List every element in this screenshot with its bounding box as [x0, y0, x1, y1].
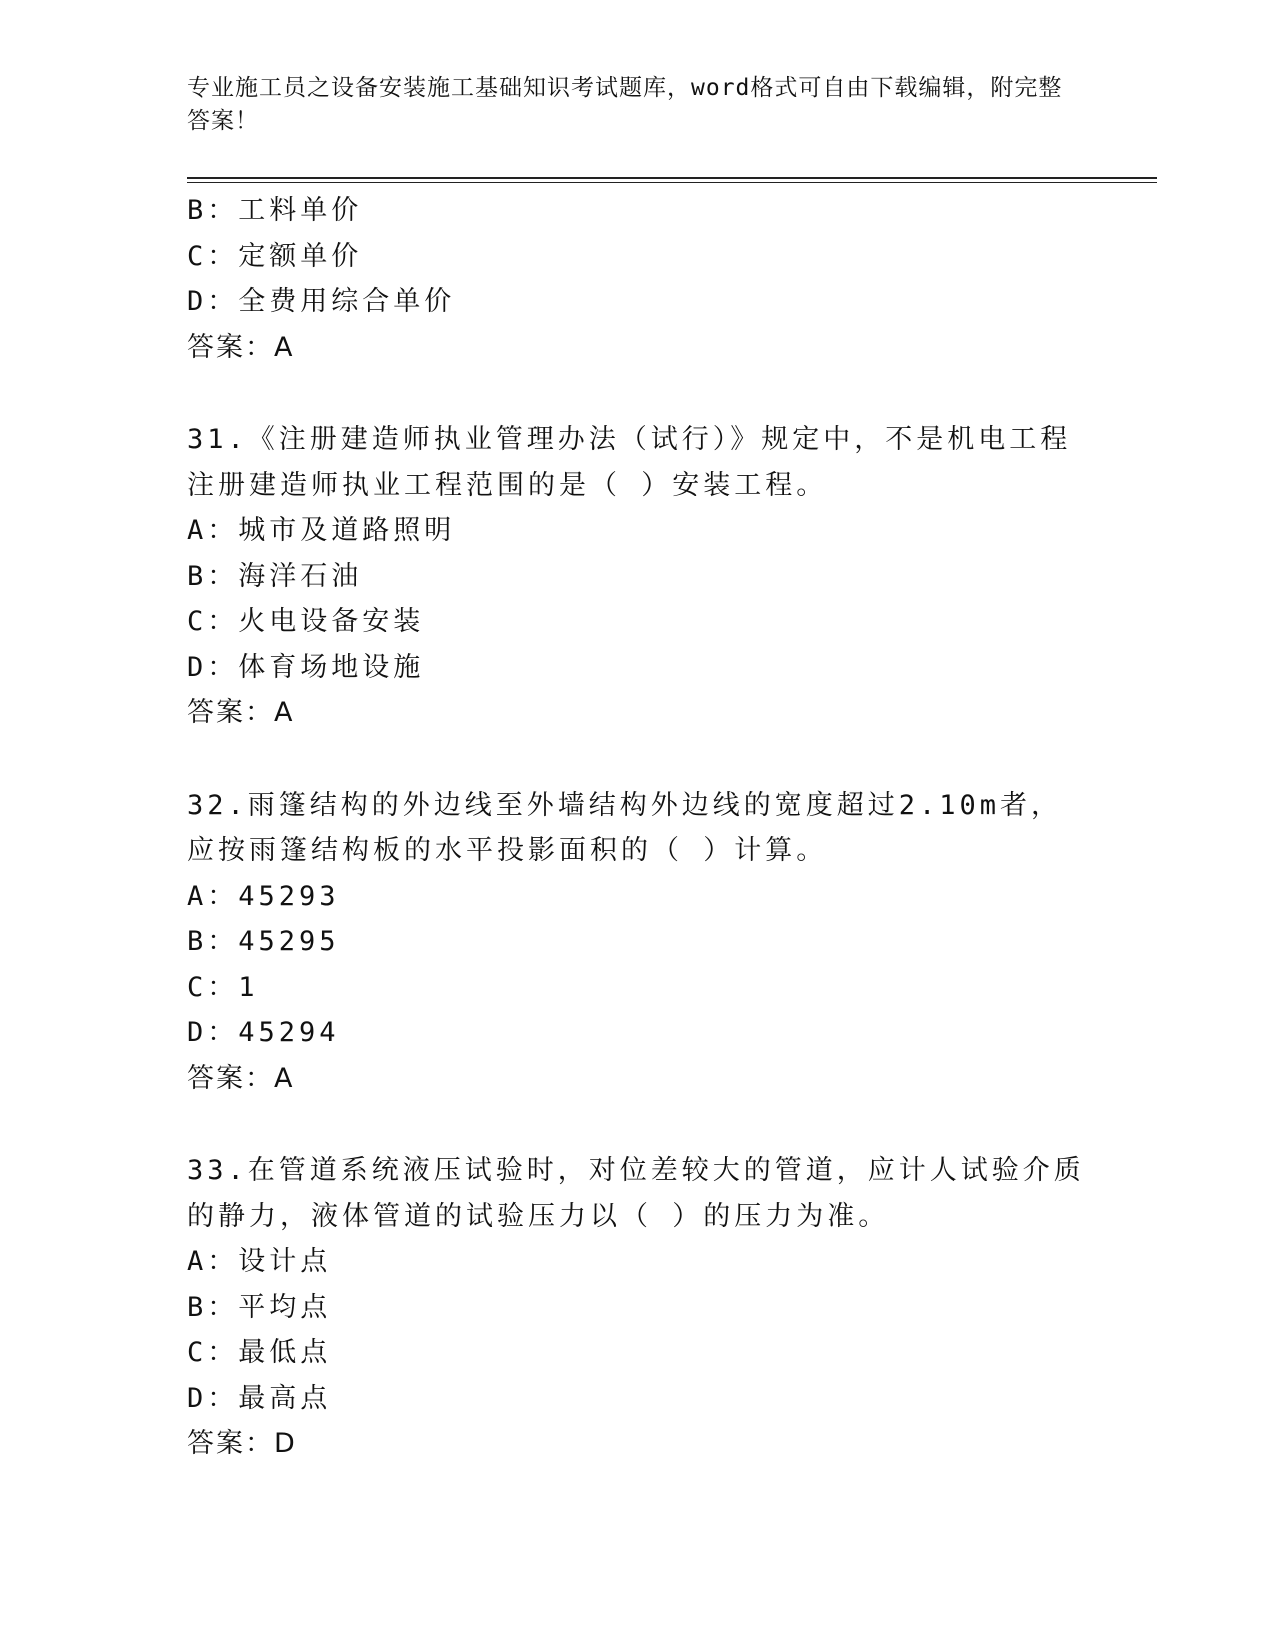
option-d: D：最高点 [187, 1382, 332, 1414]
option-c: C：定额单价 [187, 240, 363, 272]
option-d: D：体育场地设施 [187, 651, 425, 683]
answer-line: 答案：D [187, 1428, 297, 1459]
question-33 [187, 1148, 1087, 1467]
previous-question-tail [187, 188, 1087, 370]
header-divider-thick [187, 177, 1157, 179]
answer-line: 答案：A [187, 331, 295, 363]
question-stem: 31.《注册建造师执业管理办法（试行）》规定中，不是机电工程注册建造师执业工程范围的是（ ）安装工程。 [187, 424, 1072, 501]
option-d: D：45294 [187, 1017, 340, 1048]
option-a: A：45293 [187, 880, 340, 912]
option-a: A：设计点 [187, 1246, 332, 1277]
option-b: B：海洋石油 [187, 560, 363, 592]
option-c: C：1 [187, 971, 259, 1003]
option-c: C：火电设备安装 [187, 606, 425, 637]
option-b: B：平均点 [187, 1291, 332, 1323]
header-text: 专业施工员之设备安装施工基础知识考试题库，word格式可自由下载编辑，附完整答案！ [187, 75, 1063, 134]
question-31 [187, 417, 1087, 736]
option-a: A：城市及道路照明 [187, 515, 456, 546]
question-32 [187, 783, 1087, 1102]
option-b: B：工料单价 [187, 195, 363, 226]
question-list [187, 188, 1087, 1467]
answer-line: 答案：A [187, 1062, 295, 1094]
answer-line: 答案：A [187, 697, 295, 728]
header-divider-thin [187, 182, 1157, 183]
option-b: B：45295 [187, 926, 340, 957]
document-header [187, 72, 1067, 138]
option-d: D：全费用综合单价 [187, 286, 456, 317]
question-stem: 33.在管道系统液压试验时，对位差较大的管道，应计人试验介质的静力，液体管道的试验压力以（ ）的压力为准。 [187, 1155, 1085, 1232]
option-c: C：最低点 [187, 1337, 332, 1368]
question-stem: 32.雨篷结构的外边线至外墙结构外边线的宽度超过2.10m者，应按雨篷结构板的水平投影面积的（ ）计算。 [187, 789, 1063, 866]
